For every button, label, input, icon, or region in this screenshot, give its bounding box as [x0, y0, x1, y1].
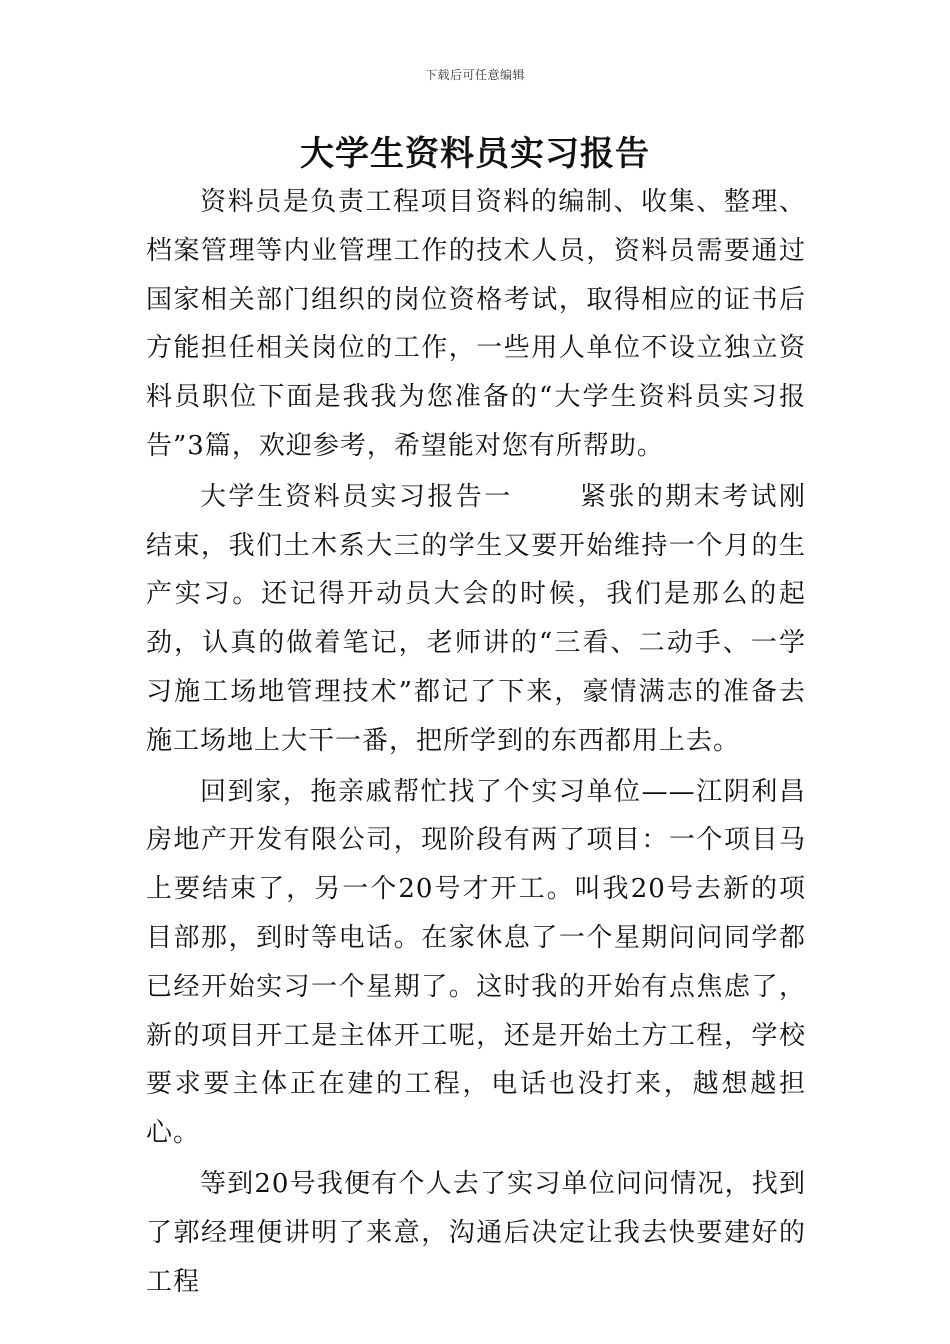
- paragraph-section-one: [146, 473, 806, 766]
- paragraph-home: 回到家，拖亲戚帮忙找了个实习单位——江阴利昌房地产开发有限公司，现阶段有两了项目：一个项目马上要结束了，另一个20号才开工。叫我20号去新的项目部那，到时等电话。在家休息了一个星期问问同学都已经开始实习一个星期了。这时我的开始有点焦虑了，新的项目开工是主体开工呢，还是开始土方工程，学校要求要主体正在建的工程，电话也没打来，越想越担心。: [146, 776, 806, 1149]
- document-body: [146, 178, 806, 1308]
- header-note: 下载后可任意编辑: [424, 68, 525, 82]
- section-lead: 紧张的期末考试刚结束，: [146, 481, 806, 561]
- section-heading: 大学生资料员实习报告一: [200, 481, 513, 512]
- paragraph-visit: 等到20号我便有个人去了实习单位问问情况，找到了郭经理便讲明了来意，沟通后决定让我去快要建好的工程: [146, 1168, 806, 1297]
- paragraph-intro: 资料员是负责工程项目资料的编制、收集、整理、档案管理等内业管理工作的技术人员，资料员需要通过国家相关部门组织的岗位资格考试，取得相应的证书后方能担任相关岗位的工作，一些用人单位不设立独立资料员职位下面是我我为您准备的“大学生资料员实习报告”3篇，欢迎参考，希望能对您有所帮助。: [146, 187, 806, 461]
- document-title: 大学生资料员实习报告: [300, 134, 650, 174]
- section-one-body: 我们土木系大三的学生又要开始维持一个月的生产实习。还记得开动员大会的时候，我们是那么的起劲，认真的做着笔记，老师讲的“三看、二动手、一学习施工场地管理技术”都记了下来，豪情满志的准备去施工场地上大干一番，把所学到的东西都用上去。: [146, 530, 806, 756]
